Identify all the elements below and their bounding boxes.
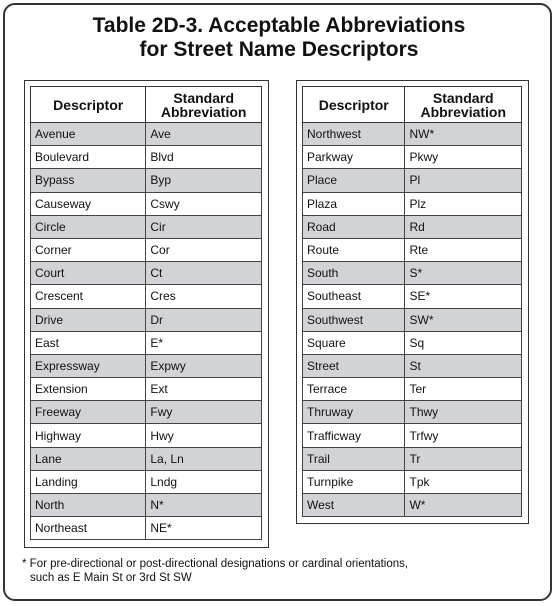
abbreviation-cell: Expwy (146, 354, 262, 377)
descriptor-cell: Landing (31, 470, 146, 493)
descriptor-cell: Avenue (31, 123, 146, 146)
abbreviation-cell: Blvd (146, 146, 262, 169)
abbreviation-cell: Cres (146, 285, 262, 308)
title-line-2: for Street Name Descriptors (139, 38, 419, 61)
table-row (303, 331, 522, 354)
abbreviation-cell: NE* (146, 517, 262, 540)
table-row (303, 285, 522, 308)
abbreviation-column-header (146, 87, 262, 123)
abbreviation-cell: Pkwy (405, 146, 522, 169)
abbreviation-cell: Byp (146, 169, 262, 192)
descriptor-cell: Turnpike (303, 470, 405, 493)
table-row (303, 146, 522, 169)
left-table-panel (24, 80, 269, 548)
table-row (303, 123, 522, 146)
table-row (303, 354, 522, 377)
abbreviation-cell: Ter (405, 378, 522, 401)
table-row (31, 354, 262, 377)
abbreviation-cell: Cor (146, 238, 262, 261)
descriptor-cell: Crescent (31, 285, 146, 308)
descriptor-cell: Plaza (303, 192, 405, 215)
abbreviation-cell: Tpk (405, 470, 522, 493)
abbreviation-cell: Pl (405, 169, 522, 192)
table-header-row (31, 87, 262, 123)
descriptor-cell: Road (303, 215, 405, 238)
descriptor-cell: Southeast (303, 285, 405, 308)
table-row (31, 331, 262, 354)
descriptor-cell: Freeway (31, 401, 146, 424)
abbreviation-cell: Sq (405, 331, 522, 354)
table-header-row (303, 87, 522, 123)
table-row (303, 238, 522, 261)
abbreviation-cell: Thwy (405, 401, 522, 424)
table-row (31, 169, 262, 192)
descriptor-cell: Highway (31, 424, 146, 447)
descriptor-cell: East (31, 331, 146, 354)
descriptor-column-header: Descriptor (31, 87, 146, 123)
table-row (31, 262, 262, 285)
abbreviation-cell: Cir (146, 215, 262, 238)
table-row (31, 401, 262, 424)
table-row (303, 262, 522, 285)
table-row (303, 424, 522, 447)
table-row (31, 192, 262, 215)
table-row (31, 238, 262, 261)
descriptor-cell: Square (303, 331, 405, 354)
abbreviation-cell: Lndg (146, 470, 262, 493)
table-row (31, 285, 262, 308)
abbreviation-cell: Fwy (146, 401, 262, 424)
table-row (31, 308, 262, 331)
abbreviation-header-line-1: Standard (173, 89, 235, 106)
descriptor-cell: Trafficway (303, 424, 405, 447)
abbreviation-cell: E* (146, 331, 262, 354)
abbreviation-header-line-2: Abbreviation (420, 103, 507, 120)
abbreviation-cell: La, Ln (146, 447, 262, 470)
table-row (303, 308, 522, 331)
table-row (303, 215, 522, 238)
descriptor-cell: Street (303, 354, 405, 377)
table-row (31, 215, 262, 238)
abbreviation-cell: Plz (405, 192, 522, 215)
abbreviation-column-header (405, 87, 522, 123)
right-table-body (303, 123, 522, 517)
abbreviations-table-left (30, 86, 262, 540)
table-row (303, 494, 522, 517)
title-line-1: Table 2D-3. Acceptable Abbreviations (92, 14, 466, 37)
table-row (31, 146, 262, 169)
abbreviation-cell: S* (405, 262, 522, 285)
descriptor-cell: West (303, 494, 405, 517)
left-table-body (31, 123, 262, 540)
descriptor-cell: Southwest (303, 308, 405, 331)
footnote-line-2: such as E Main St or 3rd St SW (30, 572, 192, 584)
table-row (31, 447, 262, 470)
descriptor-cell: North (31, 494, 146, 517)
table-row (303, 169, 522, 192)
abbreviation-cell: Tr (405, 447, 522, 470)
descriptor-cell: Place (303, 169, 405, 192)
descriptor-cell: Northeast (31, 517, 146, 540)
descriptor-cell: Extension (31, 378, 146, 401)
descriptor-cell: Northwest (303, 123, 405, 146)
abbreviation-cell: Ext (146, 378, 262, 401)
descriptor-cell: Route (303, 238, 405, 261)
descriptor-cell: Bypass (31, 169, 146, 192)
abbreviation-cell: Hwy (146, 424, 262, 447)
abbreviation-header-line-1: Standard (432, 89, 494, 106)
abbreviation-cell: Rd (405, 215, 522, 238)
abbreviation-cell: NW* (405, 123, 522, 146)
abbreviation-cell: St (405, 354, 522, 377)
abbreviation-cell: Dr (146, 308, 262, 331)
abbreviation-cell: SW* (405, 308, 522, 331)
table-row (303, 470, 522, 493)
footnote-line-1: * For pre-directional or post-directional designations or cardinal orientations, (22, 558, 409, 570)
abbreviation-header-line-2: Abbreviation (160, 103, 247, 120)
abbreviation-cell: W* (405, 494, 522, 517)
descriptor-cell: Expressway (31, 354, 146, 377)
table-row (303, 447, 522, 470)
descriptor-cell: Lane (31, 447, 146, 470)
table-row (31, 517, 262, 540)
descriptor-cell: Terrace (303, 378, 405, 401)
abbreviation-cell: SE* (405, 285, 522, 308)
descriptor-cell: Drive (31, 308, 146, 331)
footnote (22, 557, 532, 585)
abbreviation-cell: Ave (146, 123, 262, 146)
page-title (0, 14, 558, 62)
descriptor-cell: Causeway (31, 192, 146, 215)
abbreviation-cell: Ct (146, 262, 262, 285)
descriptor-cell: Court (31, 262, 146, 285)
table-row (31, 123, 262, 146)
table-row (31, 378, 262, 401)
table-row (303, 401, 522, 424)
table-row (303, 378, 522, 401)
descriptor-column-header: Descriptor (303, 87, 405, 123)
descriptor-cell: Corner (31, 238, 146, 261)
descriptor-cell: Parkway (303, 146, 405, 169)
descriptor-cell: Trail (303, 447, 405, 470)
table-row (31, 470, 262, 493)
descriptor-cell: South (303, 262, 405, 285)
descriptor-cell: Thruway (303, 401, 405, 424)
abbreviation-cell: Rte (405, 238, 522, 261)
right-table-panel (296, 80, 529, 524)
table-row (303, 192, 522, 215)
abbreviation-cell: N* (146, 494, 262, 517)
table-row (31, 424, 262, 447)
table-row (31, 494, 262, 517)
descriptor-cell: Boulevard (31, 146, 146, 169)
abbreviation-cell: Cswy (146, 192, 262, 215)
abbreviation-cell: Trfwy (405, 424, 522, 447)
descriptor-cell: Circle (31, 215, 146, 238)
abbreviations-table-right (302, 86, 522, 517)
